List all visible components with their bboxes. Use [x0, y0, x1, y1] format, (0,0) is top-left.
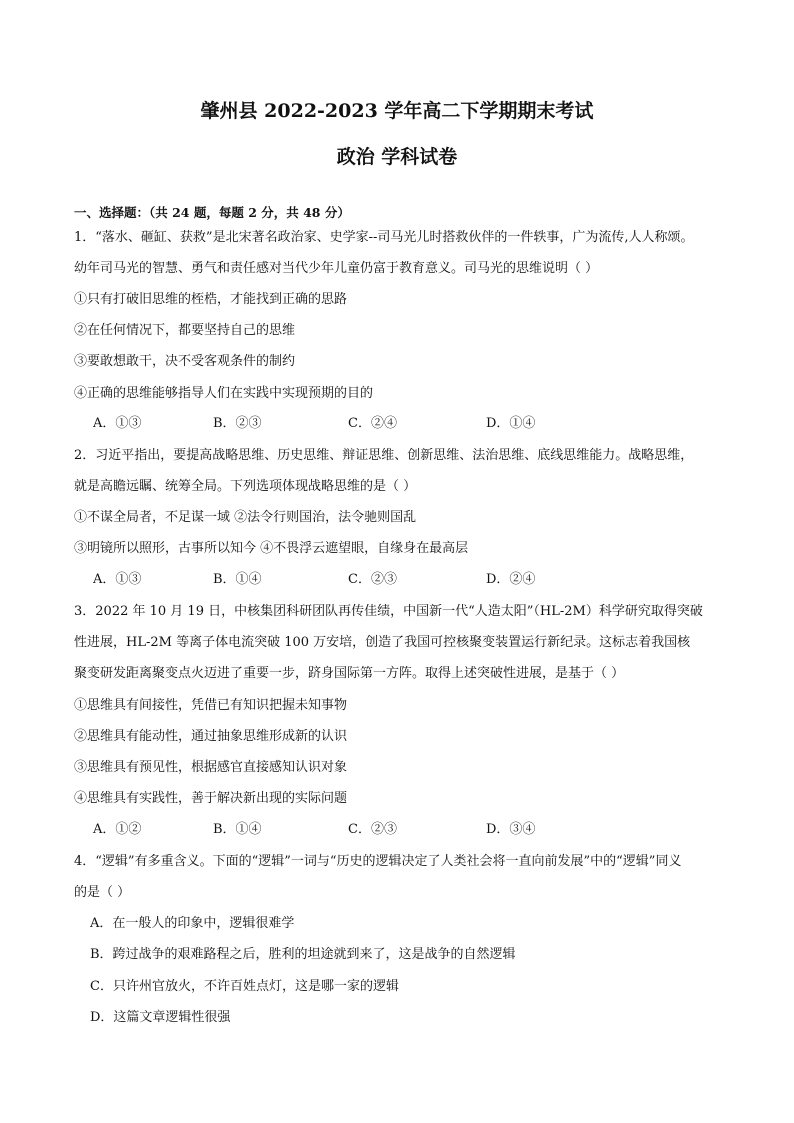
- q1-stem-line-1: 1．“落水、砸缸、获救”是北宋著名政治家、史学家--司马光儿时搭救伙伴的一件轶事，广为流传,人人称颂。: [74, 230, 694, 245]
- q3-option-d[interactable]: D．③④: [486, 822, 536, 837]
- q2-option-d[interactable]: D．②④: [486, 572, 536, 587]
- q3-statement: ③思维具有预见性，根据感官直接感知认识对象: [74, 760, 348, 775]
- q1-option-a[interactable]: A．①③: [93, 416, 142, 431]
- q2-stem-line-1: 2．习近平指出，要提高战略思维、历史思维、辩证思维、创新思维、法治思维、底线思维能力。战略思维，: [74, 448, 694, 463]
- section-heading: 一、选择题：（共 24 题，每题 2 分，共 48 分）: [74, 205, 350, 220]
- q3-statement: ①思维具有间接性，凭借已有知识把握未知事物: [74, 698, 348, 713]
- q3-stem-line-1: 3．2022 年 10 月 19 日，中核集团科研团队再传佳绩，中国新一代“人造太阳”（HL-2M）科学研究取得突破: [74, 604, 703, 619]
- q3-statement: ②思维具有能动性，通过抽象思维形成新的认识: [74, 729, 348, 744]
- q2-option-b[interactable]: B．①④: [213, 572, 262, 587]
- q3-option-a[interactable]: A．①②: [93, 822, 142, 837]
- q1-option-c[interactable]: C．②④: [348, 416, 397, 431]
- page-title: 肇州县 2022-2023 学年高二下学期期末考试: [200, 100, 594, 122]
- page-subtitle: 政治 学科试卷: [336, 146, 458, 168]
- q3-stem-line-3: 聚变研发距离聚变点火迈进了重要一步，跻身国际第一方阵。取得上述突破性进展，是基于（ ）: [74, 666, 625, 681]
- q3-stem-line-2: 性进展，HL-2M 等离子体电流突破 100 万安培，创造了我国可控核聚变装置运行新纪录。这标志着我国核: [74, 635, 691, 650]
- q1-statement: ④正确的思维能够指导人们在实践中实现预期的目的: [74, 386, 374, 401]
- q1-statement: ②在任何情况下，都要坚持自己的思维: [74, 323, 296, 338]
- q2-option-a[interactable]: A．①③: [93, 572, 142, 587]
- q1-statement: ③要敢想敢干，决不受客观条件的制约: [74, 354, 296, 369]
- q3-option-c[interactable]: C．②③: [348, 822, 397, 837]
- q2-statement: ③明镜所以照形，古事所以知今 ④不畏浮云遮望眼，自缘身在最高层: [74, 541, 469, 556]
- q1-stem-line-2: 幼年司马光的智慧、勇气和责任感对当代少年儿童仍富于教育意义。司马光的思维说明（ ）: [74, 261, 599, 276]
- q3-option-b[interactable]: B．①④: [213, 822, 262, 837]
- q1-option-d[interactable]: D．①④: [486, 416, 536, 431]
- q3-statement: ④思维具有实践性，善于解决新出现的实际问题: [74, 791, 348, 806]
- q1-option-b[interactable]: B．②③: [213, 416, 262, 431]
- q2-statement: ①不谋全局者，不足谋一域 ②法令行则国治，法令驰则国乱: [74, 510, 417, 525]
- q4-choice-b[interactable]: B．跨过战争的艰难路程之后，胜利的坦途就到来了，这是战争的自然逻辑: [90, 947, 516, 962]
- q1-statement: ①只有打破旧思维的桎梏，才能找到正确的思路: [74, 292, 348, 307]
- q4-stem-line-2: 的是（ ）: [74, 885, 131, 900]
- q4-choice-c[interactable]: C．只许州官放火，不许百姓点灯，这是哪一家的逻辑: [90, 979, 399, 994]
- q2-option-c[interactable]: C．②③: [348, 572, 397, 587]
- q4-stem-line-1: 4．“逻辑”有多重含义。下面的“逻辑”一词与“历史的逻辑决定了人类社会将一直向前发展”中的“逻辑”同义: [74, 854, 682, 869]
- q2-stem-line-2: 就是高瞻远瞩、统筹全局。下列选项体现战略思维的是（ ）: [74, 479, 417, 494]
- q4-choice-d[interactable]: D．这篇文章逻辑性很强: [90, 1010, 231, 1025]
- q4-choice-a[interactable]: A．在一般人的印象中，逻辑很难学: [90, 916, 295, 931]
